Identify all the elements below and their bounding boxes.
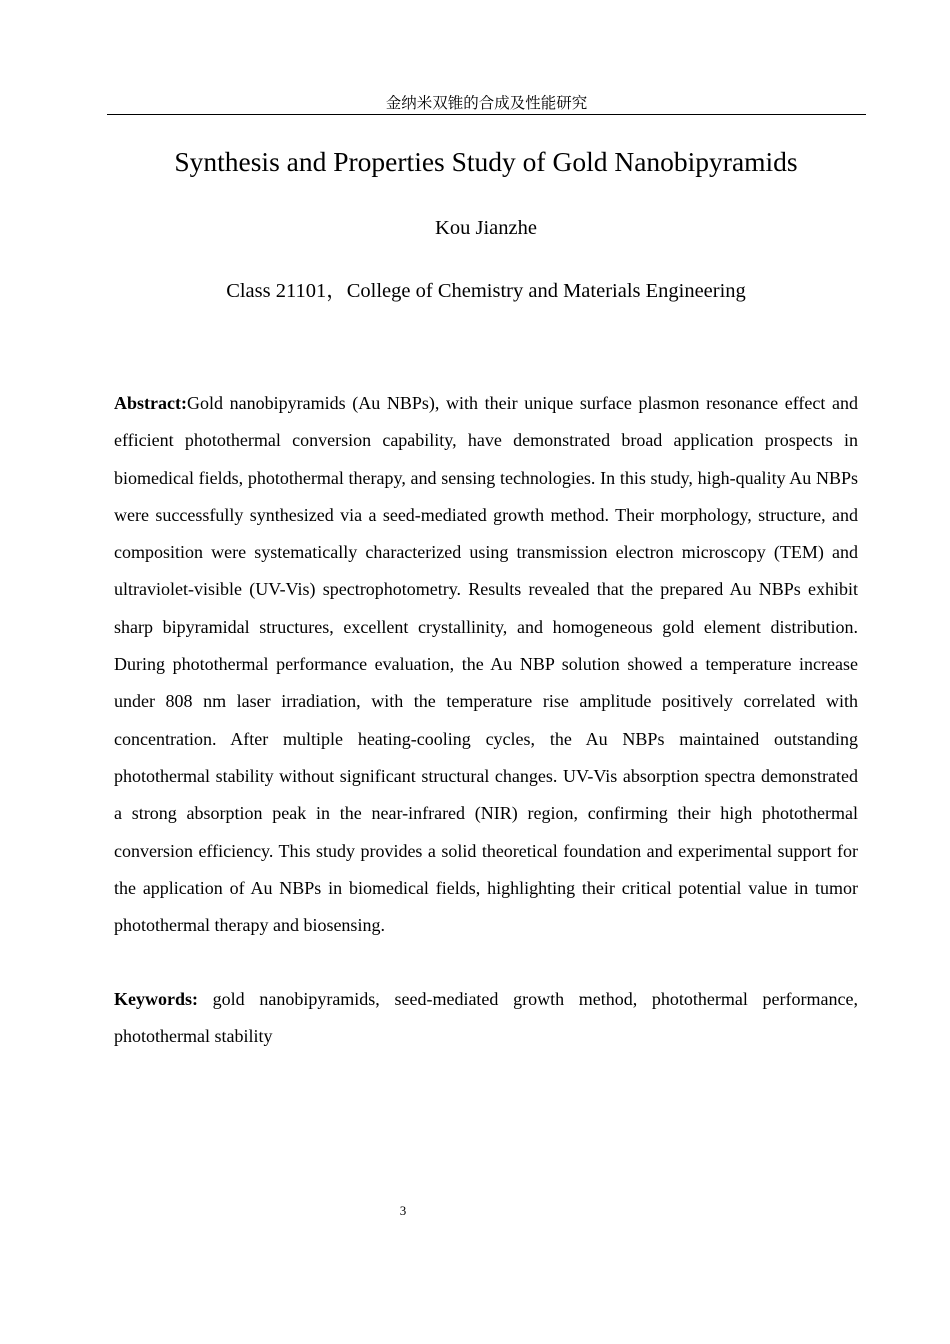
- abstract-text: Gold nanobipyramids (Au NBPs), with their unique surface plasmon resonance effect and efficient photothermal conversion capability, have demonstrated broad application prospects in biomedical fields, photothermal therapy, and sensing technologies. In this study, high-quality Au NBPs were successfully synthesized via a seed-mediated growth method. Their morphology, structure, and composition were systematically characterized using transmission electron microscopy (TEM) and ultraviolet-visible (UV-Vis) spectrophotometry. Results revealed that the prepared Au NBPs exhibit sharp bipyramidal structures, excellent crystallinity, and homogeneous gold element distribution. During photothermal performance evaluation, the Au NBP solution showed a temperature increase under 808 nm laser irradiation, with the temperature rise amplitude positively correlated with concentration. After multiple heating-cooling cycles, the Au NBPs maintained outstanding photothermal stability without significant structural changes. UV-Vis absorption spectra demonstrated a strong absorption peak in the near-infrared (NIR) region, confirming their high photothermal conversion efficiency. This study provides a solid theoretical foundation and experimental support for the application of Au NBPs in biomedical fields, highlighting their critical potential value in tumor photothermal therapy and biosensing.: [114, 393, 858, 936]
- keywords-paragraph: [114, 981, 858, 1055]
- keywords-label: Keywords:: [114, 989, 198, 1009]
- running-title: 金纳米双锥的合成及性能研究: [385, 94, 588, 112]
- author-name: Kou Jianzhe: [435, 217, 537, 239]
- abstract-paragraph: [114, 385, 858, 944]
- keywords-text: gold nanobipyramids, seed-mediated growth method, photothermal performance, photothermal stability: [114, 989, 858, 1046]
- author-affiliation: Class 21101，College of Chemistry and Materials Engineering: [226, 280, 746, 302]
- paper-title: Synthesis and Properties Study of Gold Nanobipyramids: [174, 146, 798, 177]
- abstract-label: Abstract:: [114, 393, 187, 413]
- running-header: [107, 92, 866, 115]
- page-number: 3: [399, 1203, 407, 1218]
